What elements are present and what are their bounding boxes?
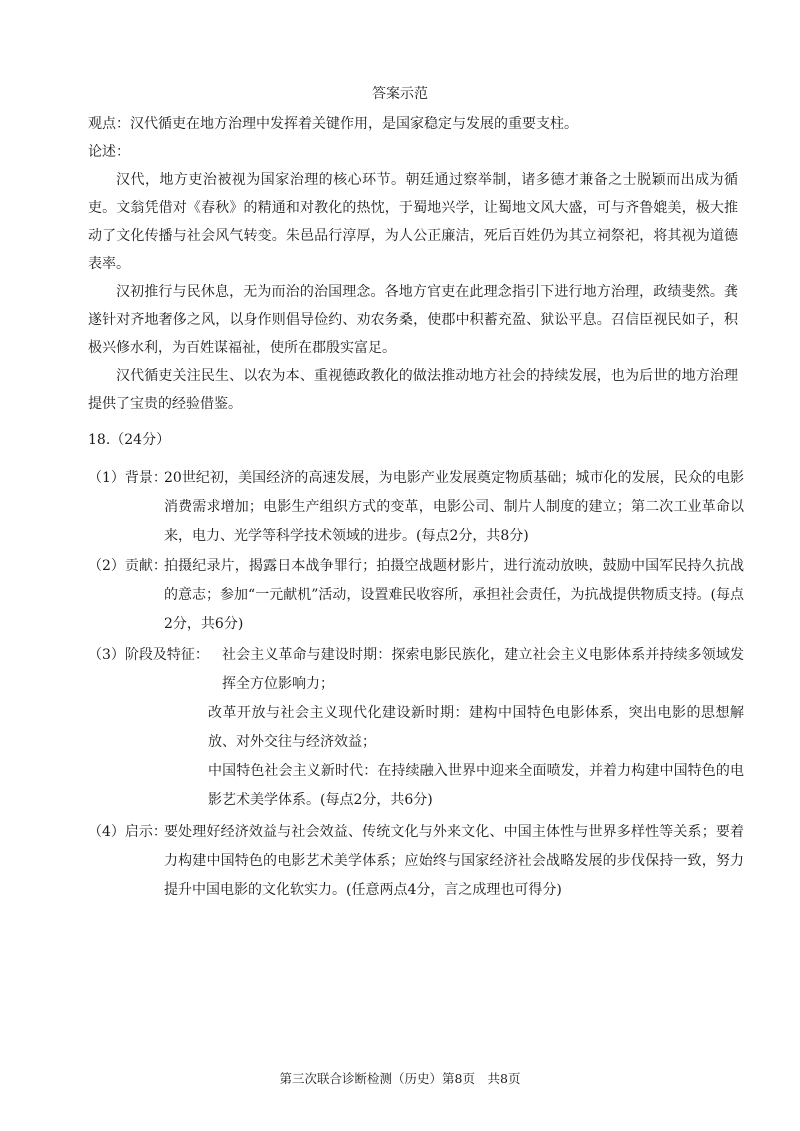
question-item-2 bbox=[88, 552, 744, 639]
viewpoint-text: 观点：汉代循吏在地方治理中发挥着关键作用，是国家稳定与发展的重要支柱。 bbox=[88, 116, 578, 132]
item-4-label: （4）启示： bbox=[88, 824, 167, 840]
item-1-label: （1）背景： bbox=[88, 470, 167, 486]
question-18-header: 18.（24分） bbox=[88, 432, 171, 448]
argument-paragraph-2: 汉初推行与民休息，无为而治的治国理念。各地方官吏在此理念指引下进行地方治理，政绩斐然。龚遂针对齐地奢侈之风，以身作则倡导俭约、劝农务桑，使郡中积蓄充盈、狱讼平息。召信臣视民如子，积极兴修水利，为百姓谋福祉，使所在郡殷实富足。 bbox=[88, 284, 738, 356]
item-1-text: 20世纪初，美国经济的高速发展，为电影产业发展奠定物质基础；城市化的发展，民众的电影消费需求增加；电影生产组织方式的变革，电影公司、制片人制度的建立；第二次工业革命以来，电力、光学等科学技术领域的进步。(每点2分，共8分) bbox=[164, 470, 744, 544]
stage-3-text: 中国特色社会主义新时代：在持续融入世界中迎来全面喷发，并着力构建中国特色的电影艺术美学体系。(每点2分，共6分) bbox=[208, 763, 744, 808]
question-item-1 bbox=[88, 464, 744, 551]
question-item-3 bbox=[88, 641, 744, 815]
stage-2-text: 改革开放与社会主义现代化建设新时期：建构中国特色电影体系，突出电影的思想解放、对外交往与经济效益； bbox=[208, 705, 744, 750]
item-2-text: 拍摄纪录片，揭露日本战争罪行；拍摄空战题材影片，进行流动放映，鼓励中国军民持久抗战的意志；参加“一元献机”活动，设置难民收容所，承担社会责任，为抗战提供物质支持。(每点2分，共6分) bbox=[164, 558, 744, 632]
item-4-text: 要处理好经济效益与社会效益、传统文化与外来文化、中国主体性与世界多样性等关系；要着力构建中国特色的电影艺术美学体系；应始终与国家经济社会战略发展的步伐保持一致，努力提升中国电影的文化软实力。(任意两点4分，言之成理也可得分) bbox=[164, 824, 744, 898]
argument-paragraph-3: 汉代循吏关注民生、以农为本、重视德政教化的做法推动地方社会的持续发展，也为后世的地方治理提供了宝贵的经验借鉴。 bbox=[88, 368, 738, 412]
stage-1-text: 社会主义革命与建设时期：探索电影民族化，建立社会主义电影体系并持续多领域发挥全方位影响力； bbox=[222, 647, 744, 692]
answer-section bbox=[88, 110, 738, 418]
page-title: 答案示范 bbox=[372, 86, 428, 102]
argument-paragraph-1: 汉代，地方吏治被视为国家治理的核心环节。朝廷通过察举制，诸多德才兼备之士脱颖而出成为循吏。文翁凭借对《春秋》的精通和对教化的热忱，于蜀地兴学，让蜀地文风大盛，可与齐鲁媲美，极大推动了文化传播与社会风气转变。朱邑品行淳厚，为人公正廉洁，死后百姓仍为其立祠祭祀，将其视为道德表率。 bbox=[88, 172, 738, 272]
item-3-label: （3）阶段及特征： bbox=[88, 647, 209, 663]
page-footer: 第三次联合诊断检测（历史）第8页 共8页 bbox=[279, 1071, 521, 1086]
argument-label: 论述： bbox=[88, 144, 130, 160]
item-2-label: （2）贡献： bbox=[88, 558, 167, 574]
question-item-4 bbox=[88, 818, 744, 905]
